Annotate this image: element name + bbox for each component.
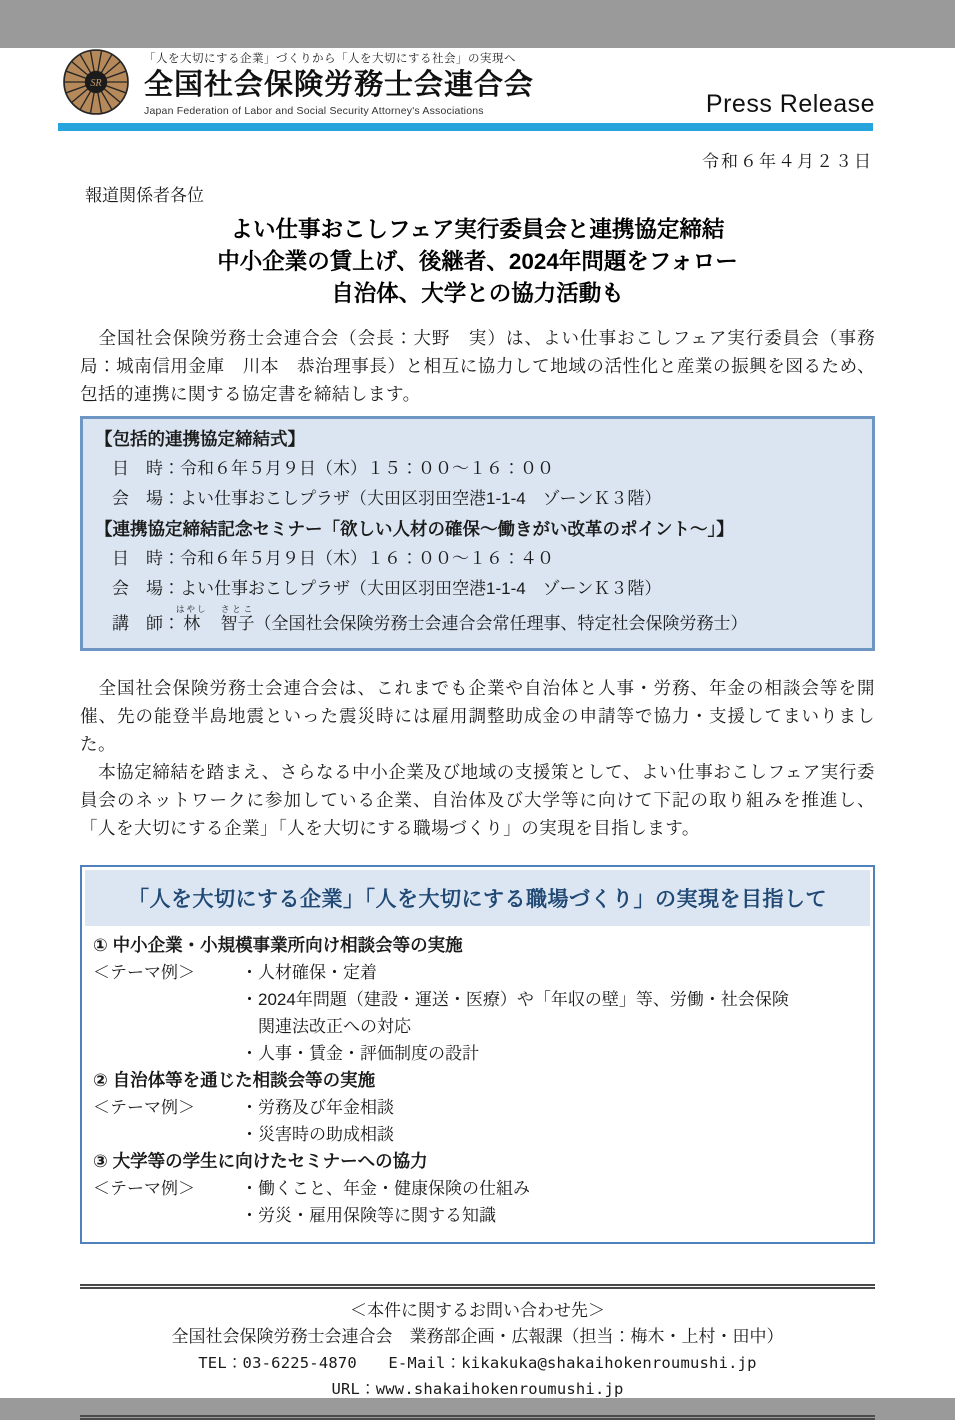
theme-items	[241, 1175, 862, 1229]
header	[62, 48, 875, 117]
theme-item: ・災害時の助成相談	[241, 1125, 394, 1145]
theme-item-continuation: 関連法改正への対応	[258, 1017, 411, 1037]
theme-label: ＜テーマ例＞	[93, 1098, 195, 1118]
theme-label: ＜テーマ例＞	[93, 1179, 195, 1199]
section-2-themes	[93, 1094, 862, 1148]
logo-monogram: SR	[90, 78, 102, 90]
initiatives-box	[80, 865, 875, 1244]
header-accent-bar	[58, 123, 873, 131]
event-details-box	[80, 416, 875, 651]
initiatives-list	[85, 926, 870, 1239]
seminar-heading: 【連携協定締結記念セミナー「欲しい人材の確保～働きがい改革のポイント～」】	[95, 519, 734, 540]
org-name-english: Japan Federation of Labor and Social Security Attorney's Associations	[144, 105, 484, 118]
section-1-themes	[93, 959, 862, 1067]
lecturer-name-gap	[204, 614, 221, 633]
contact-department: 全国社会保険労務士会連合会 業務部企画・広報課（担当：梅木・上村・田中）	[171, 1327, 784, 1347]
theme-items	[241, 959, 862, 1067]
sr-emblem-logo-icon	[62, 48, 130, 116]
theme-item: ・人事・賃金・評価制度の設計	[241, 1044, 479, 1064]
theme-item: ・人材確保・定着	[241, 963, 377, 983]
release-date: 令和６年４月２３日	[702, 152, 873, 172]
org-tagline: 「人を大切にする企業」づくりから「人を大切にする社会」の実現へ	[144, 53, 516, 65]
paragraph-3: 本協定締結を踏まえ、さらなる中小企業及び地域の支援策として、よい仕事おこしフェア実行委員会のネットワークに参加している企業、自治体及び大学等に向けて下記の取り組みを推進し、「人を大切にする企業」「人を大切にする職場づくり」の実現を目指します。	[80, 762, 875, 839]
theme-item: ・働くこと、年金・健康保険の仕組み	[241, 1179, 530, 1199]
body-paragraphs	[80, 674, 875, 842]
contact-url: URL：www.shakaihokenroumushi.jp	[331, 1380, 624, 1399]
initiatives-banner: 「人を大切にする企業」「人を大切にする職場づくり」の実現を目指して	[85, 870, 870, 926]
theme-item: ・労務及び年金相談	[241, 1098, 394, 1118]
org-name: 全国社会保険労務士会連合会	[144, 69, 535, 101]
section-1-heading: ① 中小企業・小規模事業所向け相談会等の実施	[93, 935, 463, 956]
contact-footer	[80, 1284, 875, 1420]
lecturer-label: 講 師：	[95, 614, 180, 634]
section-3-themes	[93, 1175, 862, 1229]
title-line-3: 自治体、大学との協力活動も	[331, 281, 624, 307]
document-body	[80, 181, 875, 1420]
lecturer-titles: （全国社会保険労務士会連合会常任理事、特定社会保険労務士）	[254, 614, 748, 634]
theme-label: ＜テーマ例＞	[93, 963, 195, 983]
seminar-venue: 会 場：よい仕事おこしプラザ（大田区羽田空港1-1-4 ゾーンＫ３階）	[95, 579, 662, 599]
addressee: 報道関係者各位	[85, 186, 204, 206]
title-line-1: よい仕事おこしフェア実行委員会と連携協定締結	[230, 217, 725, 243]
ceremony-datetime: 日 時：令和６年５月９日（木）１５：００～１６：００	[95, 459, 554, 479]
seminar-lecturer	[95, 604, 860, 639]
ceremony-venue: 会 場：よい仕事おこしプラザ（大田区羽田空港1-1-4 ゾーンＫ３階）	[95, 489, 662, 509]
theme-item: ・2024年問題（建設・運送・医療）や「年収の壁」等、労働・社会保険	[241, 990, 789, 1010]
theme-item: ・労災・雇用保険等に関する知識	[241, 1206, 496, 1226]
lecturer-givenname: 智子さとこ	[220, 604, 255, 634]
paragraph-2: 全国社会保険労務士会連合会は、これまでも企業や自治体と人事・労務、年金の相談会等を開催、先の能登半島地震といった震災時には雇用調整助成金の申請等で協力・支援してまいりました。	[80, 678, 875, 755]
ceremony-heading: 【包括的連携協定締結式】	[95, 429, 305, 450]
title-line-2: 中小企業の賃上げ、後継者、2024年問題をフォロー	[217, 249, 738, 275]
theme-items	[241, 1094, 862, 1148]
section-2-heading: ② 自治体等を通じた相談会等の実施	[93, 1070, 376, 1091]
press-release-label: Press Release	[705, 90, 875, 119]
press-release-page	[0, 48, 955, 1398]
document-title	[80, 214, 875, 310]
contact-tel-email: TEL：03-6225-4870 E-Mail：kikakuka@shakaihokenroumushi.jp	[198, 1354, 757, 1373]
seminar-datetime: 日 時：令和６年５月９日（木）１６：００～１６：４０	[95, 549, 554, 569]
org-identity	[144, 48, 534, 117]
contact-heading: ＜本件に関するお問い合わせ先＞	[350, 1301, 605, 1321]
lead-paragraph: 全国社会保険労務士会連合会（会長：大野 実）は、よい仕事おこしフェア実行委員会（事務局：城南信用金庫 川本 恭治理事長）と相互に協力して地域の活性化と産業の振興を図るため、包括的連携に関する協定書を締結します。	[80, 328, 875, 405]
lecturer-surname: 林はやし	[176, 604, 208, 634]
section-3-heading: ③ 大学等の学生に向けたセミナーへの協力	[93, 1151, 428, 1172]
